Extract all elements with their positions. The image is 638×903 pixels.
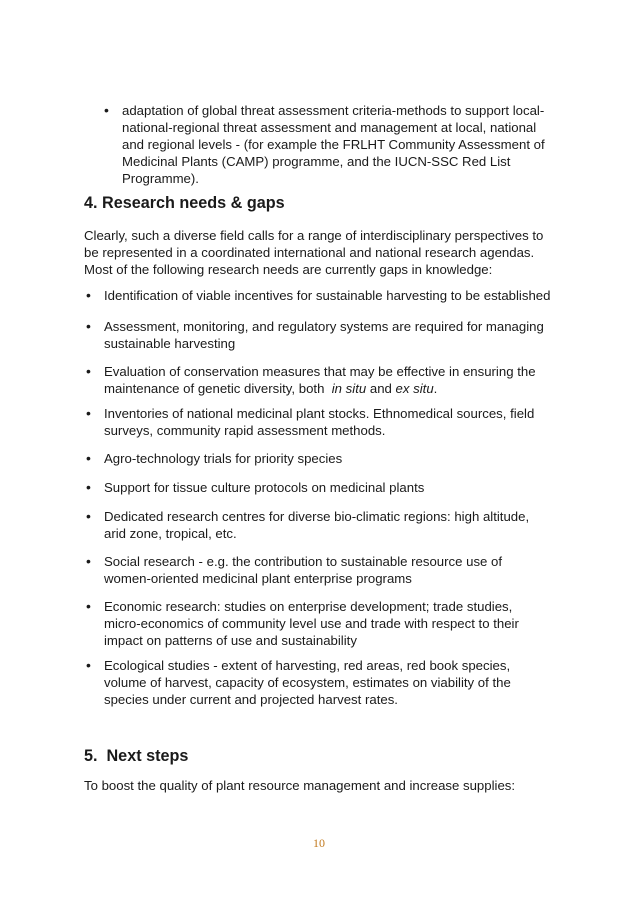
list-item-line: arid zone, tropical, etc. xyxy=(104,526,237,541)
list-item-line: Evaluation of conservation measures that may be effective in ensuring the xyxy=(104,364,536,379)
section-heading: 4. Research needs & gaps xyxy=(84,194,285,212)
list-item-line: surveys, community rapid assessment methods. xyxy=(104,423,386,438)
bullet-icon: • xyxy=(86,363,91,379)
text-span: maintenance of genetic diversity, both xyxy=(104,381,332,396)
list-item-line: Support for tissue culture protocols on medicinal plants xyxy=(104,480,425,495)
section-heading: 5. Next steps xyxy=(84,747,189,765)
list-item-line: Ecological studies - extent of harvesting, red areas, red book species, xyxy=(104,658,511,673)
paragraph-line: Clearly, such a diverse field calls for a range of interdisciplinary perspectives to xyxy=(84,228,544,243)
list-item-line: Inventories of national medicinal plant stocks. Ethnomedical sources, field xyxy=(104,406,535,421)
list-item-line: Medicinal Plants (CAMP) programme, and the IUCN-SSC Red List xyxy=(122,154,511,169)
list-item-line: women-oriented medicinal plant enterprise programs xyxy=(104,571,412,586)
list-item-line: Economic research: studies on enterprise development; trade studies, xyxy=(104,599,513,614)
bullet-icon: • xyxy=(86,657,91,673)
list-item-line xyxy=(104,380,604,397)
list-item-line: Dedicated research centres for diverse bio-climatic regions: high altitude, xyxy=(104,509,530,524)
bullet-icon: • xyxy=(86,508,91,524)
text-span: and xyxy=(366,381,396,396)
bullet-icon: • xyxy=(104,102,109,118)
list-item-line: adaptation of global threat assessment criteria-methods to support local- xyxy=(122,103,545,118)
list-item-line: volume of harvest, capacity of ecosystem, estimates on viability of the xyxy=(104,675,511,690)
bullet-icon: • xyxy=(86,553,91,569)
text-span: . xyxy=(433,381,438,396)
bullet-icon: • xyxy=(86,287,91,303)
list-item-line: sustainable harvesting xyxy=(104,336,236,351)
list-item-line: Programme). xyxy=(122,171,199,186)
list-item-line: Social research - e.g. the contribution to sustainable resource use of xyxy=(104,554,503,569)
bullet-icon: • xyxy=(86,405,91,421)
list-item-line: Assessment, monitoring, and regulatory systems are required for managing xyxy=(104,319,544,334)
intro-paragraph xyxy=(84,227,554,278)
bullet-icon: • xyxy=(86,318,91,334)
bullet-icon: • xyxy=(86,450,91,466)
list-item-line: micro-economics of community level use and trade with respect to their xyxy=(104,616,519,631)
list-item-line: Identification of viable incentives for sustainable harvesting to be established xyxy=(104,288,551,303)
list-item-line: and regional levels - (for example the FRLHT Community Assessment of xyxy=(122,137,545,152)
intro-paragraph: To boost the quality of plant resource management and increase supplies: xyxy=(84,778,516,793)
paragraph-line: be represented in a coordinated international and national research agendas. xyxy=(84,245,535,260)
paragraph-line: Most of the following research needs are currently gaps in knowledge: xyxy=(84,262,493,277)
page-number: 10 xyxy=(313,836,325,850)
bullet-icon: • xyxy=(86,479,91,495)
list-item-line: species under current and projected harvest rates. xyxy=(104,692,398,707)
italic-term: in situ xyxy=(331,381,367,396)
list-item-line: national-regional threat assessment and management at local, national xyxy=(122,120,537,135)
italic-term: ex situ xyxy=(395,381,434,396)
list-item-line: Agro-technology trials for priority species xyxy=(104,451,343,466)
list-item-line: impact on patterns of use and sustainability xyxy=(104,633,357,648)
bullet-icon: • xyxy=(86,598,91,614)
